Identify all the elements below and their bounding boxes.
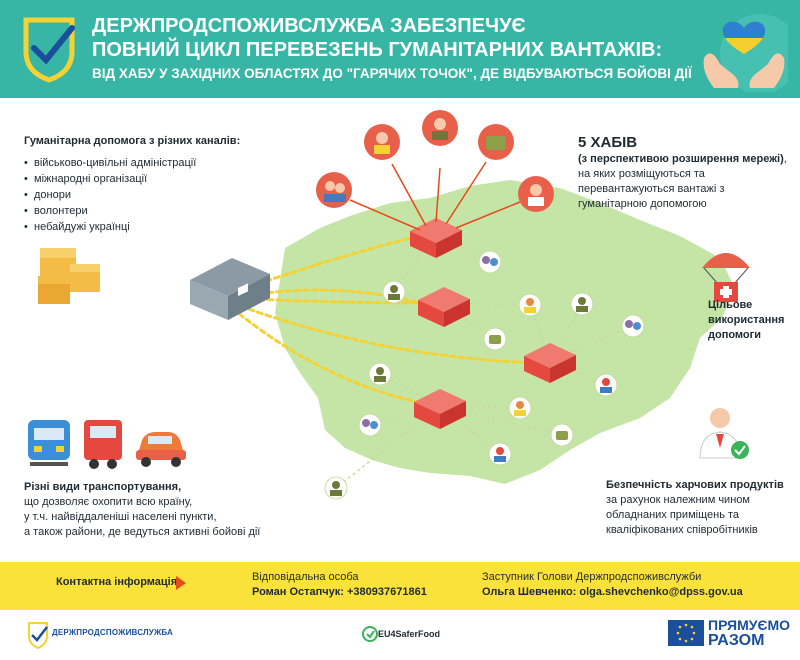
hubs-count: 5 ХАБІВ bbox=[578, 134, 638, 151]
transport-text-2: у т.ч. найвіддаленіші населені пункти, bbox=[24, 511, 217, 523]
channel-item: • міжнародні організації bbox=[24, 171, 254, 187]
truck-icon bbox=[84, 420, 122, 469]
contact-person-1-role: Відповідальна особа bbox=[252, 571, 359, 583]
recipient-elderly-icon bbox=[316, 172, 352, 208]
channels-list bbox=[24, 155, 254, 235]
contact-person-2-name: Ольга Шевченко: bbox=[482, 586, 580, 598]
hubs-sub: (з перспективою розширення мережі) bbox=[578, 153, 784, 165]
contact-arrow-icon bbox=[176, 576, 186, 590]
channel-item: • військово-цивільні адміністрації bbox=[24, 155, 254, 171]
eu-flag-icon bbox=[668, 620, 704, 646]
transport-heading: Різні види транспортування, bbox=[24, 481, 182, 493]
contact-person-2-email-link[interactable]: olga.shevchenko@dpss.gov.ua bbox=[579, 586, 743, 598]
contact-label: Контактна інформація bbox=[56, 576, 178, 588]
safety-heading: Безпечність харчових продуктів bbox=[606, 479, 784, 491]
contact-person-1 bbox=[252, 570, 427, 600]
aid-line-1: Цільове bbox=[708, 299, 753, 311]
recipient-mother-icon bbox=[364, 124, 400, 160]
hands-heart-icon bbox=[700, 8, 788, 92]
ukraine-map-shape bbox=[275, 180, 735, 484]
food-safety-block bbox=[606, 478, 796, 538]
footer-dpss-text: ДЕРЖПРОДСПОЖИВСЛУЖБА bbox=[52, 628, 174, 637]
aid-line-2: використання bbox=[708, 314, 785, 326]
recipient-soldier-icon bbox=[422, 110, 458, 146]
channel-item: • волонтери bbox=[24, 203, 254, 219]
footer-eu-text-line1: ПРЯМУЄМО bbox=[708, 617, 790, 633]
aid-channels-block bbox=[24, 134, 254, 235]
aid-line-3: допомоги bbox=[708, 329, 761, 341]
contact-person-2 bbox=[482, 570, 743, 600]
transport-text-1: що дозволяє охопити всю країну, bbox=[24, 496, 193, 508]
hubs-block bbox=[578, 134, 793, 212]
recipient-bag-icon bbox=[478, 124, 514, 160]
safety-text-1: за рахунок належним чином bbox=[606, 494, 750, 506]
cardboard-boxes-icon bbox=[38, 248, 100, 304]
train-icon bbox=[28, 420, 70, 466]
footer-eu-text bbox=[708, 618, 790, 648]
targeted-aid-block bbox=[708, 298, 798, 343]
transport-text-3: а також райони, де ведуться активні бойові дії bbox=[24, 526, 261, 538]
contact-bar bbox=[0, 562, 800, 610]
title-line-3: ВІД ХАБУ У ЗАХІДНИХ ОБЛАСТЯХ ДО "ГАРЯЧИХ ТОЧОК", ДЕ ВІДБУВАЮТЬСЯ БОЙОВІ ДІЇ bbox=[92, 66, 692, 81]
footer-dpss-logo bbox=[26, 618, 174, 652]
safety-text-2: обладнаних приміщень та bbox=[606, 509, 740, 521]
footer-eu4saferfood-text: EU4SaferFood bbox=[378, 629, 441, 639]
channels-heading: Гуманітарна допомога з різних каналів: bbox=[24, 135, 241, 147]
transport-block bbox=[24, 480, 304, 540]
contact-person-1-name[interactable]: Роман Остапчук: +380937671861 bbox=[252, 586, 427, 598]
safety-text-3: кваліфікованих співробітників bbox=[606, 524, 758, 536]
title-line-2: ПОВНИЙ ЦИКЛ ПЕРЕВЕЗЕНЬ ГУМАНІТАРНИХ ВАНТАЖІВ: bbox=[92, 39, 663, 61]
recipient-medic-icon bbox=[518, 176, 554, 212]
food-safety-worker-icon bbox=[700, 408, 749, 459]
contact-person-2-role: Заступник Голови Держпродспоживслужби bbox=[482, 571, 702, 583]
footer bbox=[0, 610, 800, 660]
car-icon bbox=[136, 432, 186, 467]
title-line-1: ДЕРЖПРОДСПОЖИВСЛУЖБА ЗАБЕЗПЕЧУЄ bbox=[92, 15, 526, 37]
footer-eu-text-line2: РАЗОМ bbox=[708, 632, 765, 649]
header-banner bbox=[0, 0, 800, 98]
channel-item: • донори bbox=[24, 187, 254, 203]
channel-item: • небайдужі українці bbox=[24, 219, 254, 235]
eu4saferfood-icon bbox=[362, 624, 378, 644]
dpss-small-shield-icon bbox=[26, 620, 50, 650]
dpss-shield-logo-icon bbox=[18, 14, 80, 84]
header-title bbox=[92, 14, 692, 84]
hubs-text: , на яких розміщуються та перевантажуються вантажі з гуманітарною допомогою bbox=[578, 153, 787, 210]
